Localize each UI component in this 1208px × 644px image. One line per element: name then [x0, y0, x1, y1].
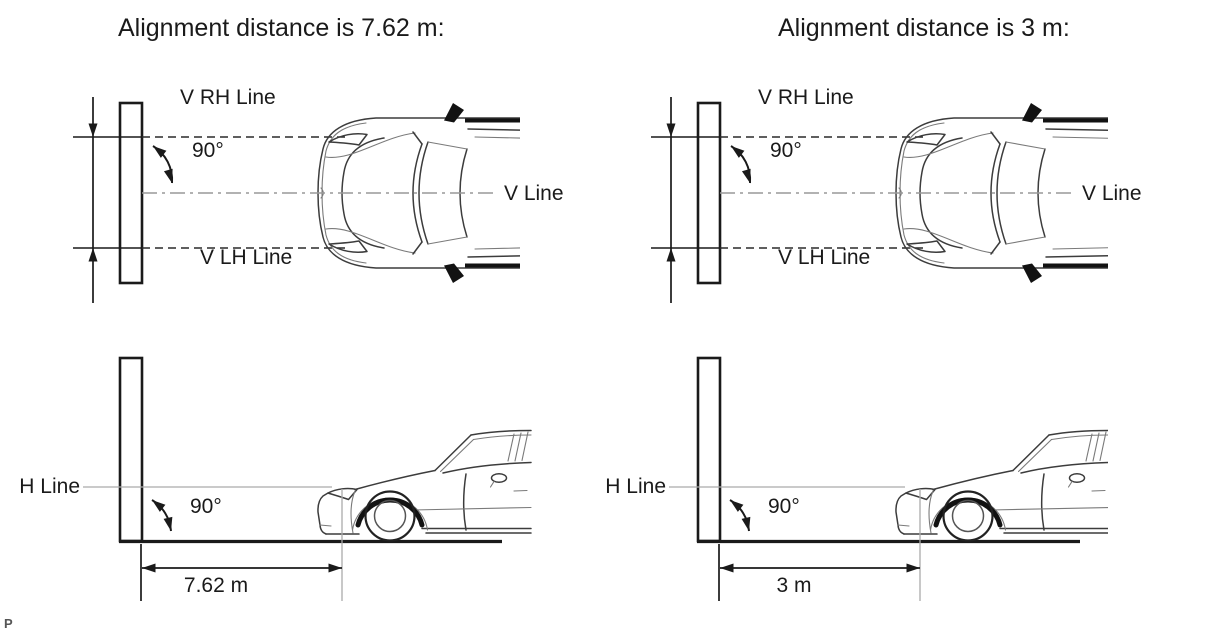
v-line-label: V Line	[1082, 182, 1142, 205]
angle-label: 90°	[770, 139, 802, 162]
h-line-label: H Line	[19, 475, 80, 498]
arrowhead-up-icon	[667, 248, 676, 262]
arc-arrowhead-icon	[742, 517, 754, 532]
arc-arrowhead-icon	[164, 169, 176, 184]
h-line-label: H Line	[605, 475, 666, 498]
v-lh-line-label: V LH Line	[200, 246, 293, 269]
arrowhead-down-icon	[89, 124, 98, 138]
alignment-screen	[698, 358, 720, 541]
car-side-view	[318, 431, 531, 541]
arrowhead-up-icon	[89, 248, 98, 262]
side-view-762	[19, 358, 531, 601]
arrowhead-left-icon	[720, 564, 734, 573]
v-lh-line-label: V LH Line	[778, 246, 871, 269]
alignment-screen	[120, 103, 142, 283]
distance-label: 3 m	[776, 574, 812, 597]
side-view-3	[605, 358, 1109, 601]
v-line-label: V Line	[504, 182, 564, 205]
arrowhead-down-icon	[667, 124, 676, 138]
angle-label: 90°	[192, 139, 224, 162]
v-rh-line-label: V RH Line	[758, 86, 854, 109]
angle-label: 90°	[768, 495, 800, 518]
arrowhead-right-icon	[907, 564, 921, 573]
v-rh-line-label: V RH Line	[180, 86, 276, 109]
top-view-3	[651, 86, 1142, 303]
top-view-762	[73, 86, 564, 303]
arrowhead-right-icon	[329, 564, 343, 573]
alignment-screen	[698, 103, 720, 283]
watermark-p: P	[4, 616, 13, 631]
panel-alignment-762	[19, 14, 563, 601]
car-side-view	[896, 431, 1109, 541]
distance-label: 7.62 m	[183, 574, 249, 597]
arc-arrowhead-icon	[742, 169, 754, 184]
alignment-screen	[120, 358, 142, 541]
panel-title: Alignment distance is 7.62 m:	[118, 14, 445, 42]
arc-arrowhead-icon	[164, 517, 176, 532]
arrowhead-left-icon	[142, 564, 156, 573]
panel-title: Alignment distance is 3 m:	[778, 14, 1070, 42]
panel-alignment-3	[605, 14, 1141, 601]
angle-label: 90°	[190, 495, 222, 518]
